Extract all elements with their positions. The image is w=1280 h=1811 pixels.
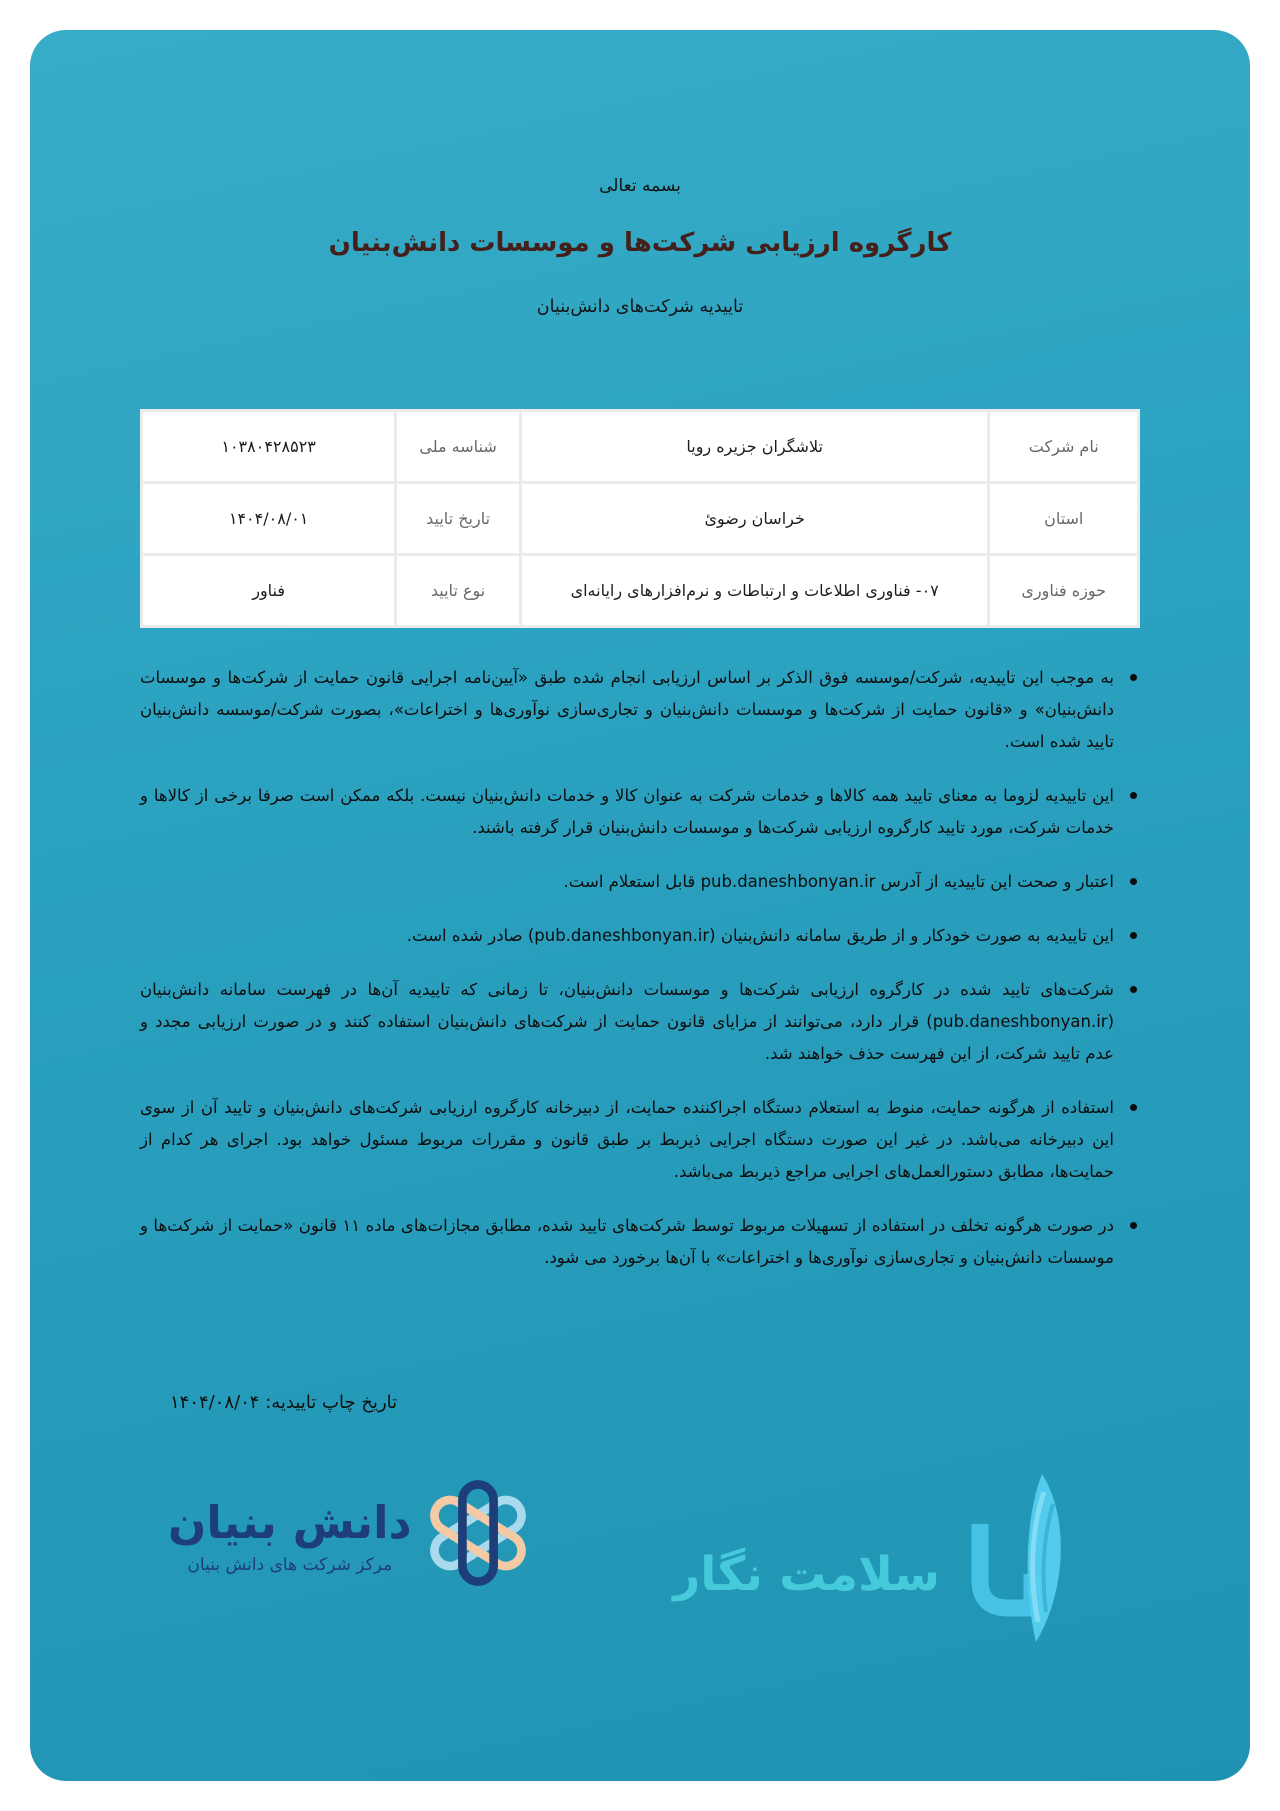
national-id-label: شناسه ملی <box>396 411 521 483</box>
notice-item <box>140 920 1140 952</box>
salamat-negar-bird-icon <box>956 1462 1068 1658</box>
bullet-dot-icon <box>1130 878 1137 885</box>
province-label: استان <box>989 483 1139 555</box>
notice-item <box>140 1092 1140 1188</box>
technology-field-label: حوزه فناوری <box>989 555 1139 627</box>
bullet-dot-icon <box>1130 1104 1137 1111</box>
notice-text: در صورت هرگونه تخلف در استفاده از تسهیلات مربوط توسط شرکت‌های تایید شده، مطابق مجازات‌های ماده ۱۱ قانون «حمایت از شرکت‌ها و موسسات دانش‌بنیان و تجاری‌سازی نوآوری‌ها و اختراعات» با آن‌ها برخورد می شود. <box>140 1216 1114 1267</box>
bullet-dot-icon <box>1130 932 1137 939</box>
notice-text: اعتبار و صحت این تاییدیه از آدرس pub.daneshbonyan.ir قابل استعلام است. <box>563 872 1114 891</box>
table-row-technology <box>142 555 1139 627</box>
approval-date-label: تاریخ تایید <box>396 483 521 555</box>
danesh-bonyan-logo <box>168 1470 530 1600</box>
page-subtitle: تاییدیه شرکت‌های دانش‌بنیان <box>536 297 744 317</box>
bullet-dot-icon <box>1130 1222 1137 1229</box>
approval-type-value: فناور <box>142 555 396 627</box>
danesh-bonyan-title: دانش بنیان <box>168 1496 412 1549</box>
table-row-province <box>142 483 1139 555</box>
province-value: خراسان رضوئ <box>520 483 989 555</box>
print-date: تاریخ چاپ تاییدیه: ۱۴۰۴/۰۸/۰۴ <box>170 1392 398 1413</box>
notice-list <box>140 662 1140 1274</box>
notice-item <box>140 866 1140 898</box>
page-title: کارگروه ارزیابی شرکت‌ها و موسسات دانش‌بنیان <box>328 228 952 258</box>
notice-item <box>140 662 1140 758</box>
company-info-table <box>140 409 1140 628</box>
notice-item <box>140 780 1140 844</box>
notice-text: شرکت‌های تایید شده در کارگروه ارزیابی شرکت‌ها و موسسات دانش‌بنیان، تا زمانی که تاییدیه آن‌ها در فهرست سامانه دانش‌بنیان (pub.daneshbonyan.ir) قرار دارد، می‌توانند از مزایای قانون حمایت از شرکت‌های دانش‌بنیان استفاده کنند و در صورت ارزیابی مجدد و عدم تایید شرکت، از این فهرست حذف خواهند شد. <box>140 980 1114 1063</box>
salamat-negar-logo <box>673 1462 1068 1658</box>
approval-date-value: ۱۴۰۴/۰۸/۰۱ <box>142 483 396 555</box>
bullet-dot-icon <box>1130 674 1137 681</box>
salamat-negar-title: سلامت نگار <box>673 1546 940 1602</box>
notice-item <box>140 1210 1140 1274</box>
bullet-dot-icon <box>1130 792 1137 799</box>
bullet-dot-icon <box>1130 986 1137 993</box>
besmellah-text: بسمه تعالی <box>599 176 681 196</box>
notice-text: به موجب این تاییدیه، شرکت/موسسه فوق الذکر بر اساس ارزیابی انجام شده طبق «آیین‌نامه اجرایی قانون حمایت از شرکت‌ها و موسسات دانش‌بنیان» و «قانون حمایت از شرکت‌ها و موسسات دانش‌بنیان و تجاری‌سازی نوآوری‌ها و اختراعات»، بصورت شرکت/موسسه دانش‌بنیان تایید شده است. <box>140 668 1114 751</box>
danesh-bonyan-subtitle: مرکز شرکت های دانش بنیان <box>187 1555 393 1575</box>
company-name-label: نام شرکت <box>989 411 1139 483</box>
footer-logos <box>140 1462 1140 1662</box>
certificate-content <box>140 30 1140 1662</box>
notice-text: استفاده از هرگونه حمایت، منوط به استعلام دستگاه اجراکننده حمایت، از دبیرخانه کارگروه ارزیابی شرکت‌های دانش‌بنیان و تایید آن از سوی این دبیرخانه می‌باشد. در غیر این صورت دستگاه اجرایی ذیربط بر طبق قانون و مقررات مربوط مسئول خواهد بود. اجرای هر کدام از حمایت‌ها، مطابق دستورالعمل‌های اجرایی مراجع ذیربط می‌باشد. <box>140 1098 1114 1181</box>
national-id-value: ۱۰۳۸۰۴۲۸۵۲۳ <box>142 411 396 483</box>
notice-text: این تاییدیه لزوما به معنای تایید همه کالاها و خدمات شرکت به عنوان کالا و خدمات دانش‌بنیان نیست. بلکه ممکن است صرفا برخی از کالاها و خدمات شرکت، مورد تایید کارگروه ارزیابی شرکت‌ها و موسسات دانش‌بنیان قرار گرفته باشند. <box>140 786 1114 837</box>
notice-item <box>140 974 1140 1070</box>
company-name-value: تلاشگران جزیره رویا <box>520 411 989 483</box>
certificate-card <box>30 30 1250 1781</box>
danesh-bonyan-wordmark <box>168 1495 412 1575</box>
table-row-company <box>142 411 1139 483</box>
notice-text: این تاییدیه به صورت خودکار و از طریق سامانه دانش‌بنیان (pub.daneshbonyan.ir) صادر شده است. <box>406 926 1114 945</box>
danesh-bonyan-knot-icon <box>426 1470 530 1600</box>
approval-type-label: نوع تایید <box>396 555 521 627</box>
technology-field-value: ۰۷- فناوری اطلاعات و ارتباطات و نرم‌افزارهای رایانه‌ای <box>520 555 989 627</box>
